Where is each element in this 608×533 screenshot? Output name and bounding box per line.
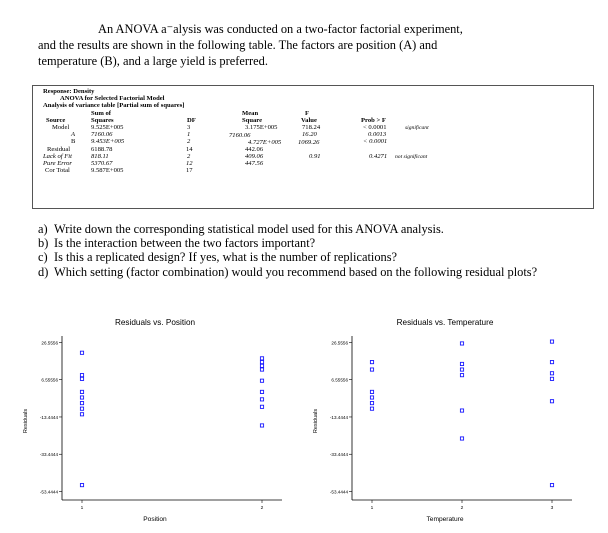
header-f-1: F xyxy=(305,110,310,117)
header-ms-1: Mean xyxy=(242,110,259,117)
question-text: Which setting (factor combination) would you recommend based on the following residual plots? xyxy=(54,264,538,279)
data-point xyxy=(370,407,373,410)
data-point xyxy=(460,437,463,440)
data-point xyxy=(80,407,83,410)
cell-note: significant xyxy=(405,125,429,131)
question-key: b) xyxy=(38,236,49,251)
x-axis-label: Temperature xyxy=(426,516,464,523)
data-point xyxy=(460,342,463,345)
question-b xyxy=(38,236,598,250)
y-tick-label: -53.4444 xyxy=(39,489,58,495)
cell-ss: 9.587E+005 xyxy=(91,167,124,174)
cell-f: 718.24 xyxy=(302,124,321,131)
question-key: d) xyxy=(38,264,49,279)
cell-ss: 9.453E+005 xyxy=(91,138,125,145)
header-p: Prob > F xyxy=(361,117,386,124)
cell-ss: 9.525E+005 xyxy=(91,124,124,131)
plot-area-position xyxy=(20,330,290,515)
data-point xyxy=(370,396,373,399)
residuals-vs-temperature-plot xyxy=(310,318,580,523)
y-tick-label: -13.4444 xyxy=(39,414,58,420)
data-point xyxy=(260,424,263,427)
cell-ms: 7160.06 xyxy=(229,132,251,139)
question-c xyxy=(38,250,598,264)
y-tick-label: 26.5556 xyxy=(41,340,58,346)
data-point xyxy=(80,396,83,399)
question-key: c) xyxy=(38,250,48,265)
x-tick-label: 2 xyxy=(460,506,464,511)
anova-table xyxy=(32,85,594,209)
cell-source: Residual xyxy=(47,146,71,153)
y-tick-label: 26.5556 xyxy=(331,340,348,346)
question-text: Write down the corresponding statistical model used for this ANOVA analysis. xyxy=(54,222,444,236)
cell-df: 1 xyxy=(187,131,191,138)
cell-ss: 7160.06 xyxy=(91,131,113,138)
data-point xyxy=(460,368,463,371)
data-point xyxy=(80,374,83,377)
plot-title: Residuals vs. Temperature xyxy=(396,318,494,327)
x-tick-label: 1 xyxy=(370,506,374,511)
y-axis-label: Residuals xyxy=(313,408,320,434)
y-tick-label: -13.4444 xyxy=(329,414,348,420)
data-point xyxy=(370,401,373,404)
cell-df: 3 xyxy=(187,124,191,131)
anova-subtitle: ANOVA for Selected Factorial Model xyxy=(60,95,165,102)
residuals-vs-position-plot xyxy=(20,318,290,523)
intro-line-1: An ANOVA a⁻alysis was conducted on a two-factor factorial experiment, xyxy=(98,22,463,36)
data-point xyxy=(260,379,263,382)
cell-ms: 442.06 xyxy=(245,146,264,153)
cell-df: 2 xyxy=(187,153,191,160)
intro-line-3: temperature (B), and a large yield is preferred. xyxy=(38,54,268,68)
x-axis-label: Position xyxy=(143,516,167,523)
y-tick-label: -33.4444 xyxy=(329,452,348,458)
cell-df: 2 xyxy=(187,138,191,145)
x-tick-label: 3 xyxy=(550,506,554,511)
cell-df: 17 xyxy=(186,167,193,174)
question-text: Is this a replicated design? If yes, what is the number of replications? xyxy=(54,250,398,265)
anova-caption: Analysis of variance table [Partial sum of squares] xyxy=(43,102,185,109)
data-point xyxy=(460,409,463,412)
anova-response: Response: Density xyxy=(43,88,95,95)
data-point xyxy=(260,368,263,371)
cell-ss: 818.11 xyxy=(91,153,109,160)
header-f-2: Value xyxy=(301,117,317,124)
data-point xyxy=(460,374,463,377)
data-point xyxy=(370,368,373,371)
cell-f: 0.91 xyxy=(309,153,321,160)
cell-source: A xyxy=(71,131,76,138)
plot-title: Residuals vs. Position xyxy=(114,318,196,327)
cell-ms: 409.06 xyxy=(245,153,264,160)
data-point xyxy=(550,372,553,375)
cell-f: 1069.26 xyxy=(298,139,320,146)
y-tick-label: 6.55556 xyxy=(331,377,348,383)
data-point xyxy=(550,360,553,363)
header-ss-1: Sum of xyxy=(91,110,111,117)
data-point xyxy=(550,340,553,343)
y-tick-label: 6.55556 xyxy=(41,377,58,383)
y-tick-label: -53.4444 xyxy=(329,489,348,495)
data-point xyxy=(80,390,83,393)
question-key: a) xyxy=(38,222,48,236)
cell-p: < 0.0001 xyxy=(363,138,388,145)
intro-line-2: and the results are shown in the following table. The factors are position (A) and xyxy=(38,38,438,52)
question-d xyxy=(38,265,598,279)
header-ss-2: Squares xyxy=(91,117,114,124)
cell-ss: 5370.67 xyxy=(91,160,113,167)
cell-source: Model xyxy=(52,124,70,131)
cell-ms: 447.56 xyxy=(245,160,264,167)
data-point xyxy=(550,483,553,486)
data-point xyxy=(260,398,263,401)
cell-p: 0.0013 xyxy=(368,131,387,138)
cell-df: 14 xyxy=(186,146,193,153)
cell-source: B xyxy=(71,138,76,145)
cell-p: 0.4271 xyxy=(369,153,388,160)
data-point xyxy=(80,351,83,354)
data-point xyxy=(260,364,263,367)
y-axis-label: Residuals xyxy=(23,408,30,434)
cell-ms: 3.175E+005 xyxy=(245,124,278,131)
data-point xyxy=(80,377,83,380)
data-point xyxy=(260,360,263,363)
cell-source: Pure Error xyxy=(43,160,72,167)
data-point xyxy=(260,357,263,360)
cell-source: Lack of Fit xyxy=(43,153,72,160)
cell-p: < 0.0001 xyxy=(363,124,387,131)
question-list xyxy=(38,222,598,279)
data-point xyxy=(550,377,553,380)
plot-area-temperature xyxy=(310,330,580,515)
cell-f: 16.20 xyxy=(302,131,317,138)
data-point xyxy=(80,401,83,404)
data-point xyxy=(260,390,263,393)
data-point xyxy=(80,483,83,486)
intro-paragraph xyxy=(38,21,558,69)
x-tick-label: 2 xyxy=(260,506,264,511)
data-point xyxy=(80,413,83,416)
data-point xyxy=(370,390,373,393)
cell-note: not significant xyxy=(395,154,428,160)
data-point xyxy=(260,405,263,408)
cell-ms: 4.727E+005 xyxy=(248,139,282,146)
header-ms-2: Square xyxy=(242,117,263,124)
header-df: DF xyxy=(187,117,196,124)
question-text: Is the interaction between the two factors important? xyxy=(54,236,316,251)
data-point xyxy=(460,362,463,365)
question-a xyxy=(38,222,598,236)
cell-source: Cor Total xyxy=(45,167,70,174)
cell-ss: 6188.78 xyxy=(91,146,113,153)
x-tick-label: 1 xyxy=(80,506,84,511)
cell-df: 12 xyxy=(186,160,193,167)
header-source: Source xyxy=(46,117,66,124)
y-tick-label: -33.4444 xyxy=(39,452,58,458)
data-point xyxy=(550,400,553,403)
data-point xyxy=(370,360,373,363)
